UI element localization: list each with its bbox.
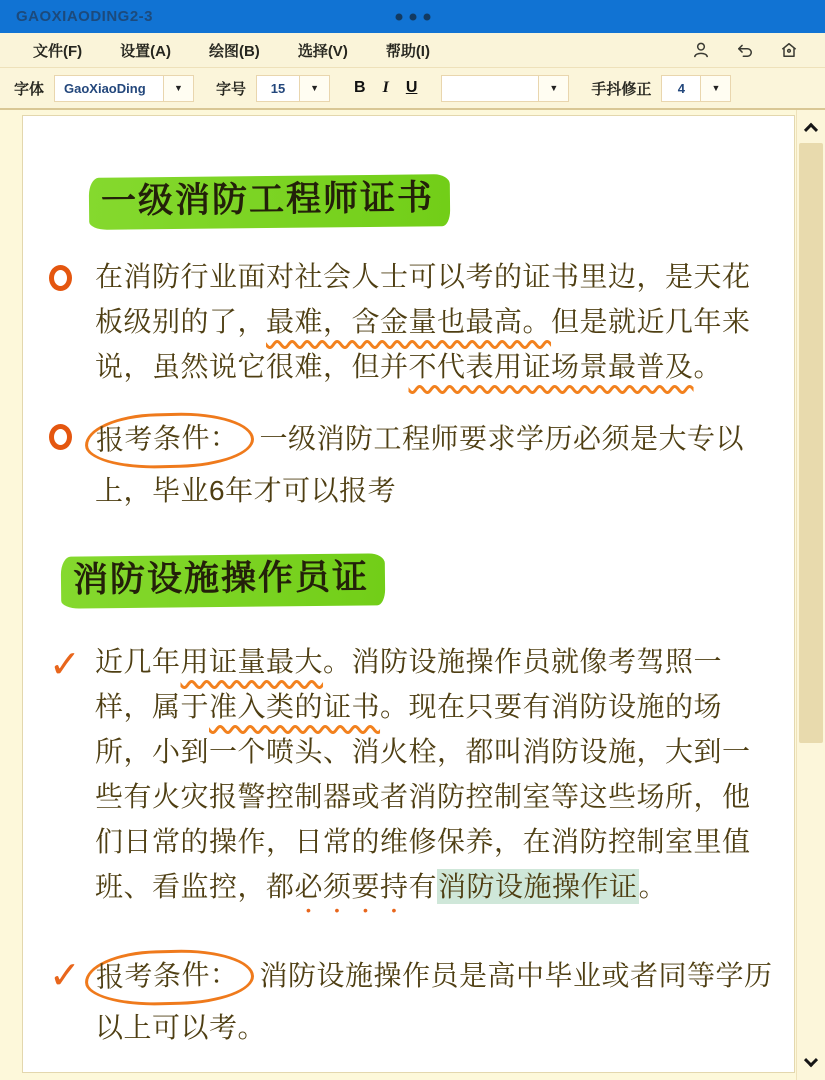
vertical-scrollbar[interactable] [796,110,825,1080]
heading-row [89,176,776,228]
scroll-down-button[interactable] [797,1048,825,1078]
circled-text: 报考条件： [84,411,254,470]
font-select[interactable] [54,75,194,102]
note-text: 板级别的了， [95,306,267,337]
heading-facility-operator: 消防设施操作员证 [61,553,386,608]
scroll-up-button[interactable] [797,112,825,142]
note-text: 近几年 [95,646,181,677]
font-size-select[interactable] [256,75,330,102]
note-page[interactable] [22,115,795,1073]
note-text: 上，毕业6年才可以报考 [95,475,397,506]
chevron-down-icon[interactable]: ▼ [163,76,193,101]
wavy-underlined-text: 准入类的证书 [209,691,381,722]
undo-icon[interactable] [735,40,755,60]
note-text: 有 [408,871,438,902]
color-select-value [442,76,538,101]
toolbar [0,68,825,110]
note-text: 说，虽然说它很难，但并 [95,351,409,382]
circled-text: 报考条件： [84,948,254,1007]
chevron-up-icon [804,123,818,137]
note-text: 。 [638,871,668,902]
checkmark-icon: ✓ [49,953,82,997]
heading-fire-engineer: 一级消防工程师证书 [89,174,451,230]
titlebar [0,0,825,33]
shake-correction-value: 4 [677,80,686,96]
teal-highlighted-text: 消防设施操作证 [438,871,638,902]
scrollbar-thumb[interactable] [799,143,823,743]
circle-bullet [49,254,95,304]
note-text: 在消防行业面对社会人士可以考的证书里边，是天花 [95,261,751,292]
format-buttons [354,79,417,97]
editor-area [0,110,825,1080]
note-text: 但是就近几年来 [551,306,751,337]
chevron-down-icon [804,1053,818,1067]
menubar [0,33,825,68]
note-text: 班、看监控，都 [95,871,295,902]
chevron-down-icon[interactable]: ▼ [299,76,329,101]
note-text: 。 [693,351,723,382]
note-text: 们日常的操作，日常的维修保养，在消防控制室里值 [95,826,751,857]
home-icon[interactable] [779,40,799,60]
user-icon[interactable] [691,40,711,60]
wavy-underlined-text: 不代表用证场景最普及 [408,351,694,382]
note-text: 。现在只要有消防设施的场 [380,691,723,722]
menu-help[interactable]: 帮助(I) [385,42,430,60]
paragraph-intro [49,254,776,389]
note-text: 消防设施操作员是高中毕业或者同等学历 [259,960,773,991]
font-label: 字体 [14,80,45,98]
paragraph-requirements-1 [49,413,776,513]
titlebar-dots [395,13,430,20]
menu-draw[interactable]: 绘图(B) [208,42,260,60]
font-size-label: 字号 [216,80,247,98]
color-select[interactable] [441,75,569,102]
underline-button[interactable]: U [405,79,418,96]
paragraph-operator-info [49,639,776,918]
font-size-value: 15 [270,80,286,96]
note-text: 。消防设施操作员就像考驾照一 [323,646,723,677]
shake-correction-label: 手抖修正 [591,80,652,98]
paragraph-requirements-2 [49,950,776,1050]
bold-button[interactable]: B [354,79,366,96]
note-text: 所，小到一个喷头、消火栓，都叫消防设施，大到一 [95,736,751,767]
font-select-value: GaoXiaoDing [64,80,146,96]
window-title: GAOXIAODING2-3 [16,8,154,25]
menu-select[interactable]: 选择(V) [297,42,348,60]
wavy-underlined-text: 最难，含金量也最高。 [266,306,552,337]
menu-file[interactable]: 文件(F) [33,42,83,60]
dot-emphasized-text: 必须要持 [294,871,409,902]
note-text: 些有火灾报警控制器或者消防控制室等这些场所，他 [95,781,751,812]
note-text: 以上可以考。 [95,1012,267,1043]
italic-button[interactable]: I [382,79,389,96]
checkmark-icon: ✓ [49,642,82,686]
wavy-underlined-text: 用证量最大 [180,646,324,677]
shake-correction-select[interactable] [661,75,731,102]
note-text: 一级消防工程师要求学历必须是大专以 [259,423,745,454]
heading-row [61,555,776,607]
chevron-down-icon[interactable]: ▼ [538,76,568,101]
menu-settings[interactable]: 设置(A) [120,42,171,60]
menubar-icon-group [691,40,811,60]
chevron-down-icon[interactable]: ▼ [700,76,730,101]
note-text: 样，属于 [95,691,210,722]
